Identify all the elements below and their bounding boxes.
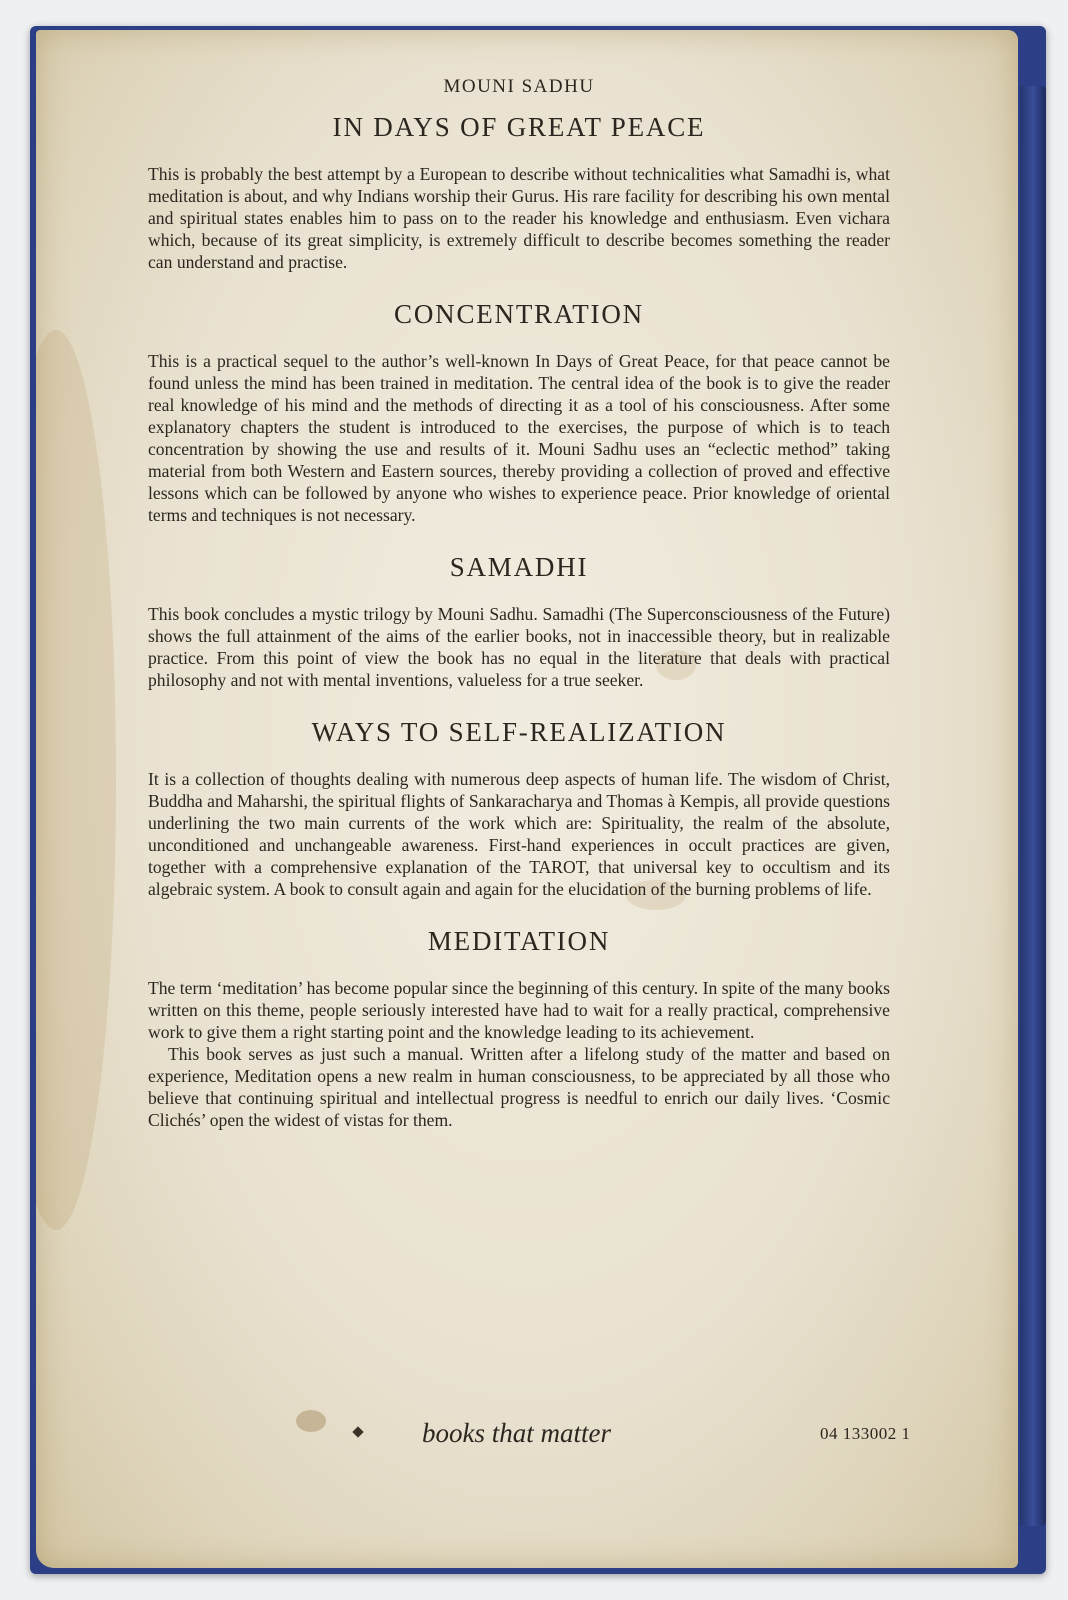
blurb-paragraph: This book serves as just such a manual. Written after a lifelong study of the matter and based on experience, Meditation opens a new realm in human consciousness, to be appreciated by all those who believe that continuing spiritual and intellectual progress is needful to enrich our daily lives. ‘Cosmic Clichés’ open the widest of vistas for them. [148, 1044, 890, 1130]
footer [36, 1418, 1018, 1458]
blurb-paragraph: The term ‘meditation’ has become popular since the beginning of this century. In spite of the many books written on this theme, people seriously interested have had to wait for a really practical, comprehensive work to give them a right starting point and the knowledge leading to its achievement. [148, 978, 890, 1042]
author-name: MOUNI SADHU [443, 76, 595, 97]
blurb-title: IN DAYS OF GREAT PEACE [332, 112, 706, 142]
isbn-number: 04 133002 1 [820, 1424, 911, 1443]
blurb-title: WAYS TO SELF-REALIZATION [311, 717, 727, 747]
book-blurb [148, 926, 890, 1131]
ornament-mark [352, 1426, 363, 1437]
book-blurb [148, 112, 890, 273]
age-stain [36, 330, 116, 1230]
blurb-title: SAMADHI [449, 552, 589, 582]
blurb-title: CONCENTRATION [394, 299, 644, 329]
blurb-paragraph: It is a collection of thoughts dealing with numerous deep aspects of human life. The wisdom of Christ, Buddha and Maharshi, the spiritual flights of Sankaracharya and Thomas à Kempis, all provide questions underlining the two main currents of the work which are: Spirituality, the realm of the absolute, unconditioned and unchangeable awareness. First-hand experiences in occult practices are given, together with a comprehensive explanation of the TAROT, that universal key to occultism and its algebraic system. A book to consult again and again for the elucidation of the burning problems of life. [148, 769, 890, 899]
blurb-title: MEDITATION [427, 926, 611, 956]
blurb-paragraph: This is a practical sequel to the author’s well-known In Days of Great Peace, for that peace cannot be found unless the mind has been trained in meditation. The central idea of the book is to give the reader real knowledge of his mind and the methods of directing it as a tool of his consciousness. After some explanatory chapters the student is introduced to the exercises, the purpose of which is to teach concentration by showing the use and results of it. Mouni Sadhu uses an “eclectic method” taking material from both Western and Eastern sources, thereby providing a collection of proved and effective lessons which can be followed by anyone who wishes to experience peace. Prior knowledge of oriental terms and techniques is not necessary. [148, 351, 890, 525]
book-blurb [148, 717, 890, 900]
back-cover-text [148, 76, 890, 1157]
book-spine-edge [1020, 86, 1046, 1526]
blurb-paragraph: This book concludes a mystic trilogy by Mouni Sadhu. Samadhi (The Superconsciousness of the Future) shows the full attainment of the aims of the earlier books, not in inaccessible theory, but in realizable practice. From this point of view the book has no equal in the literature that deals with practical philosophy and not with mental inventions, valueless for a true seeker. [148, 604, 890, 690]
book-blurb [148, 552, 890, 691]
book-blurb [148, 299, 890, 526]
blurb-paragraph: This is probably the best attempt by a European to describe without technicalities what Samadhi is, what meditation is about, and why Indians worship their Gurus. His rare facility for describing his own mental and spiritual states enables him to pass on to the reader his knowledge and enthusiasm. Even vichara which, because of its great simplicity, is extremely difficult to describe becomes something the reader can understand and practise. [148, 164, 890, 272]
publisher-slogan: books that matter [422, 1418, 611, 1448]
